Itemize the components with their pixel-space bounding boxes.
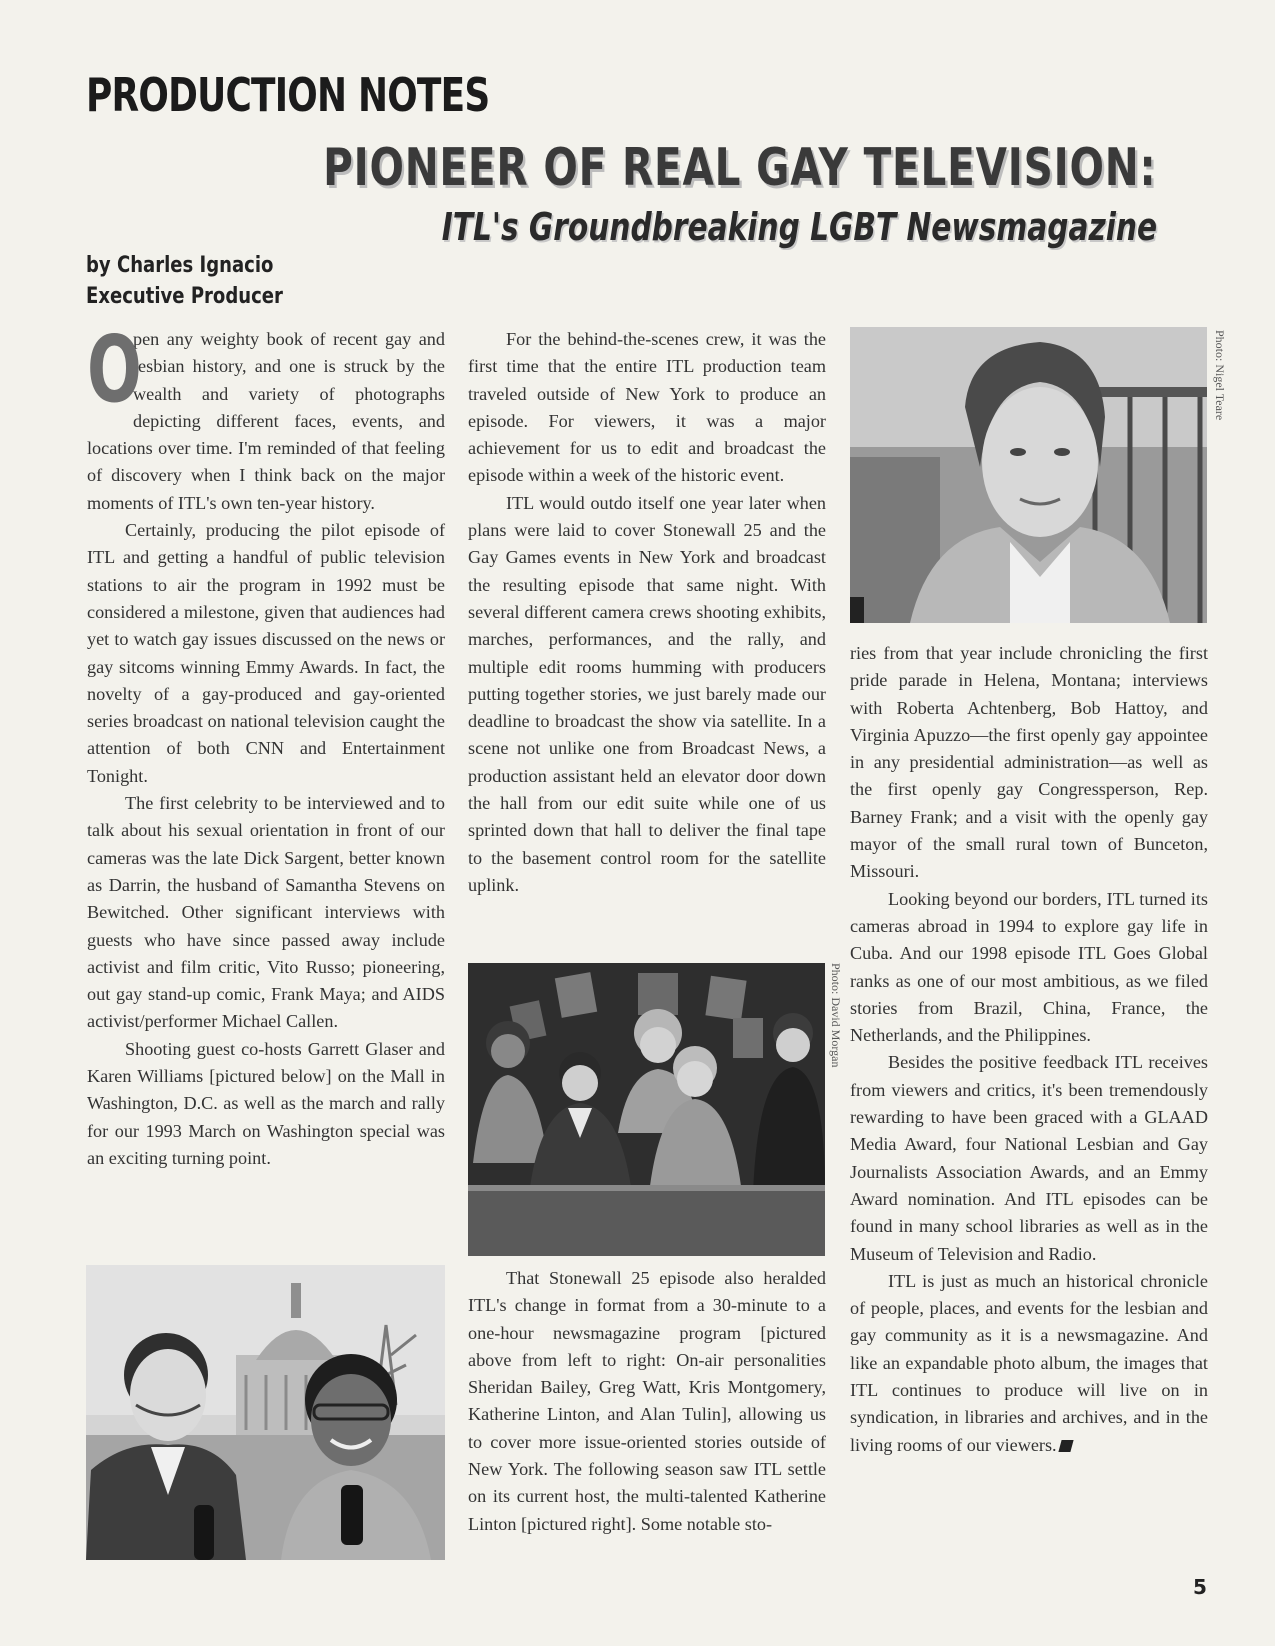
- paragraph-8: ries from that year include chronicling the first pride parade in Helena, Montana; interviews with Roberta Achtenberg, Bob Hattoy, and Virginia Apuzzo—the first openly gay appointee in any presidential administration—as well as the first openly gay Congressperson, Rep. Barney Frank; and a visit with the openly gay mayor of the small rural town of Bunceton, Missouri.: [850, 643, 1208, 882]
- paragraph-4: Shooting guest co-hosts Garrett Glaser and Karen Williams [pictured below] on the Mall in Washington, D.C. as well as the march and rally for our 1993 March on Washington special was an exciting turning point.: [87, 1038, 445, 1168]
- paragraph-1: [87, 316, 445, 517]
- portrait-photo-credit: Photo: Nigel Teare: [1213, 330, 1227, 421]
- byline-role: Executive Producer: [86, 284, 283, 309]
- article-subhead: ITL's Groundbreaking LGBT Newsmagazine: [441, 205, 1157, 249]
- paragraph-10: Besides the positive feedback ITL receives from viewers and critics, it's been tremendously rewarding to have been graced with a GLAAD Media Award, four National Lesbian and Gay Journalists Association Awards, and an Emmy Award nomination. And ITL episodes can be found in many school libraries as well as in the Museum of Television and Radio.: [850, 1052, 1208, 1264]
- article-column-3: [850, 640, 1208, 1459]
- paragraph-1-text: pen any weighty book of recent gay and lesbian history, and one is struck by the wealth and variety of photographs depicting different faces, events, and locations over time. I'm reminded of that feeling of discovery when I think back on the major moments of ITL's own ten-year history.: [87, 329, 445, 513]
- paragraph-11: [850, 1268, 1208, 1459]
- capitol-illustration: [86, 1265, 445, 1560]
- paragraph-9: Looking beyond our borders, ITL turned its cameras abroad in 1994 to explore gay life in Cuba. And our 1998 episode ITL Goes Global ranks as one of our most ambitious, as we filed stories from Brazil, China, France, the Netherlands, and the Philippines.: [850, 888, 1208, 1046]
- portrait-illustration: [850, 327, 1207, 623]
- portrait-photo: [850, 327, 1207, 623]
- paragraph-7: That Stonewall 25 episode also heralded ITL's change in format from a 30-minute to a one-hour newsmagazine program [pictured above from left to right: On-air personalities Sheridan Bailey, Greg Watt, Kris Montgomery, Katherine Linton, and Alan Tulin], allowing us to cover more issue-oriented stories outside of New York. The following season saw ITL settle on its current host, the multi-talented Katherine Linton [pictured right]. Some notable sto-: [468, 1268, 826, 1534]
- paragraph-6: ITL would outdo itself one year later when plans were laid to cover Stonewall 25 and the Gay Games events in New York and broadcast the resulting episode that same night. With several different camera crews shooting exhibits, marches, performances, and the rally, and multiple edit rooms humming with producers putting together stories, we just barely made our deadline to broadcast the show via satellite. In a scene not unlike one from Broadcast News, a production assistant held an elevator door down the hall from our edit suite while one of us sprinted down that hall to deliver the final tape to the basement control room for the satellite uplink.: [468, 492, 826, 895]
- article-headline: PIONEER OF REAL GAY TELEVISION:: [323, 138, 1157, 198]
- group-photo-credit: Photo: David Morgan: [829, 963, 843, 1068]
- section-title: PRODUCTION NOTES: [86, 68, 490, 122]
- paragraph-11-text: ITL is just as much an historical chronicle of people, places, and events for the lesbian and gay community as it is a newsmagazine. And like an expandable photo album, the images that ITL continues to produce will live on in syndication, in libraries and archives, and in the living rooms of our viewers.: [850, 1270, 1208, 1455]
- group-illustration: [468, 963, 825, 1256]
- end-mark-icon: [1058, 1440, 1073, 1452]
- byline: [86, 250, 283, 312]
- article-column-2: [468, 326, 826, 899]
- paragraph-3: The first celebrity to be interviewed and to talk about his sexual orientation in front of our cameras was the late Dick Sargent, better known as Darrin, the husband of Samantha Stevens on Bewitched. Other significant interviews with guests who have since passed away include activist and film critic, Vito Russo; pioneering, out gay stand-up comic, Frank Maya; and AIDS activist/performer Michael Callen.: [87, 793, 445, 1032]
- group-photo: [468, 963, 825, 1256]
- byline-author: by Charles Ignacio: [86, 253, 274, 278]
- article-column-2-continued: [468, 1265, 826, 1538]
- capitol-photo: [86, 1265, 445, 1560]
- article-column-1: [87, 316, 445, 1172]
- drop-cap: O: [87, 316, 142, 423]
- page-number: 5: [1193, 1575, 1207, 1599]
- paragraph-2: Certainly, producing the pilot episode of ITL and getting a handful of public television stations to air the program in 1992 must be considered a milestone, given that audiences had yet to watch gay issues discussed on the news or gay sitcoms winning Emmy Awards. In fact, the novelty of a gay-produced and gay-oriented series broadcast on national television caught the attention of both CNN and Entertainment Tonight.: [87, 520, 445, 786]
- paragraph-5: For the behind-the-scenes crew, it was the first time that the entire ITL production team traveled outside of New York to produce an episode. For viewers, it was a major achievement for us to edit and broadcast the episode within a week of the historic event.: [468, 329, 826, 486]
